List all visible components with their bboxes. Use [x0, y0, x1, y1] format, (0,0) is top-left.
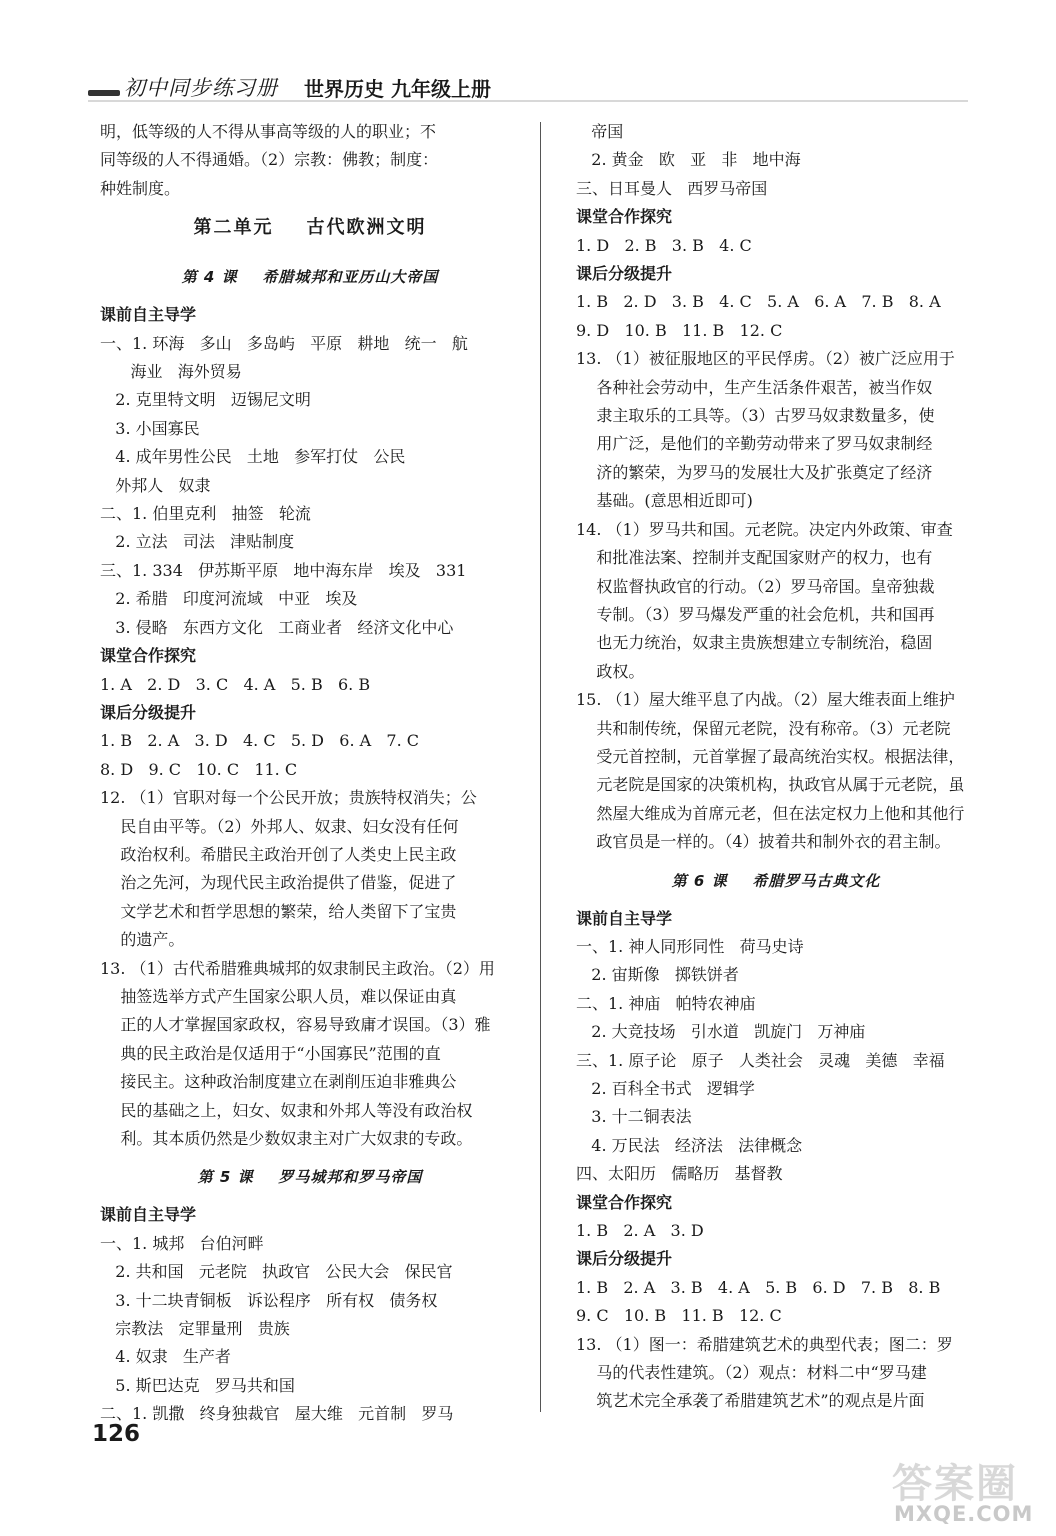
answer-line: 3. 小国寡民	[100, 418, 200, 438]
answer-line: 隶主取乐的工具等。（3）古罗马奴隶数量多，使	[576, 406, 935, 426]
answer-line: 也无力统治，奴隶主贵族想建立专制统治，稳固	[576, 633, 933, 653]
section-heading: 课前自主导学	[576, 908, 673, 928]
answer-line: 13. （1）古代希腊雅典城邦的奴隶制民主政治。（2）用	[100, 958, 495, 978]
section-heading: 课堂合作探究	[100, 646, 197, 666]
answer-line: 三、1. 原子论 原子 人类社会 灵魂 美德 幸福	[576, 1050, 945, 1070]
answer-line: 用广泛，是他们的辛勤劳动带来了罗马奴隶制经	[576, 434, 933, 454]
answer-line: 治之先河，为现代民主政治提供了借鉴，促进了	[100, 873, 457, 893]
lesson-heading: 第 4 课 希腊城邦和亚历山大帝国	[181, 268, 439, 287]
answer-line: 民的基础之上，妇女、奴隶和外邦人等没有政治权	[100, 1100, 473, 1120]
answer-line: 14. （1）罗马共和国。元老院。决定内外政策、审查	[576, 519, 953, 539]
answer-line: 宗教法 定罪量刑 贵族	[100, 1319, 290, 1339]
answer-line: 四、太阳历 儒略历 基督教	[576, 1164, 783, 1184]
answer-line: 2. 克里特文明 迈锡尼文明	[100, 390, 311, 410]
answer-line: 12. （1）官职对每一个公民开放；贵族特权消失；公	[100, 788, 477, 808]
section-heading: 课后分级提升	[576, 264, 673, 284]
series-title: 初中同步练习册	[124, 76, 278, 100]
answer-line: 4. 成年男性公民 土地 参军打仗 公民	[100, 447, 406, 467]
answer-line: 济的繁荣，为罗马的发展壮大及扩张奠定了经济	[576, 462, 933, 482]
answer-line: 4. 万民法 经济法 法律概念	[576, 1135, 803, 1155]
answer-line: 共和制传统，保留元老院，没有称帝。（3）元老院	[576, 718, 951, 738]
answer-line: 政权。	[576, 661, 645, 681]
answer-line: 1. B 2. D 3. B 4. C 5. A 6. A 7. B 8. A	[576, 292, 941, 312]
answer-line: 1. B 2. A 3. D 4. C 5. D 6. A 7. C	[100, 731, 420, 751]
section-heading: 课后分级提升	[100, 702, 197, 722]
answer-line: 一、1. 神人同形同性 荷马史诗	[576, 936, 804, 956]
answer-line: 各种社会劳动中，生产生活条件艰苦，被当作奴	[576, 377, 933, 397]
watermark-mark: 答案圈	[892, 1461, 1018, 1507]
right-column	[576, 118, 976, 1416]
answer-line: 筑艺术完全承袭了希腊建筑艺术”的观点是片面	[576, 1391, 925, 1411]
answer-line: 1. D 2. B 3. B 4. C	[576, 235, 752, 255]
answer-line: 三、日耳曼人 西罗马帝国	[576, 178, 768, 198]
answer-line: 专制。（3）罗马爆发严重的社会危机，共和国再	[576, 604, 935, 624]
answer-line: 3. 侵略 东西方文化 工商业者 经济文化中心	[100, 617, 454, 637]
answer-line: 元老院是国家的决策机构，执政官从属于元老院，虽	[576, 775, 965, 795]
answer-line: 受元首控制，元首掌握了最高统治实权。根据法律，	[576, 746, 965, 766]
answer-line: 基础。(意思相近即可)	[576, 491, 753, 511]
header-bar-decoration	[88, 90, 120, 96]
answer-line: 3. 十二铜表法	[576, 1107, 692, 1127]
answer-line: 15. （1）屋大维平息了内战。（2）屋大维表面上维护	[576, 690, 955, 710]
left-column	[100, 118, 520, 1429]
answer-line: 的遗产。	[100, 930, 185, 950]
answer-line: 马的代表性建筑。（2）观点：材料二中“罗马建	[576, 1363, 927, 1383]
answer-line: 权监督执政官的行动。（2）罗马帝国。皇帝独裁	[576, 576, 935, 596]
section-heading: 课堂合作探究	[576, 207, 673, 227]
lesson-heading: 第 6 课 希腊罗马古典文化	[671, 871, 881, 890]
answer-line: 二、1. 凯撒 终身独裁官 屋大维 元首制 罗马	[100, 1404, 454, 1424]
answer-line: 2. 宙斯像 掷铁饼者	[576, 965, 739, 985]
answer-line: 8. D 9. C 10. C 11. C	[100, 759, 298, 779]
answer-line: 政官员是一样的。（4）披着共和制外衣的君主制。	[576, 832, 951, 852]
answer-line: 和批准法案、控制并支配国家财产的权力，也有	[576, 548, 933, 568]
answer-line: 2. 立法 司法 津贴制度	[100, 532, 295, 552]
answer-line: 2. 黄金 欧 亚 非 地中海	[576, 150, 801, 170]
answer-line: 3. 十二块青铜板 诉讼程序 所有权 债务权	[100, 1290, 438, 1310]
section-heading: 课前自主导学	[100, 305, 197, 325]
answer-line: 同等级的人不得通婚。（2）宗教：佛教；制度：	[100, 150, 439, 170]
answer-line: 接民主。这种政治制度建立在剥削压迫非雅典公	[100, 1072, 457, 1092]
subject-title: 世界历史 九年级上册	[304, 77, 491, 101]
answer-line: 5. 斯巴达克 罗马共和国	[100, 1375, 295, 1395]
answer-line: 明，低等级的人不得从事高等级的人的职业；不	[100, 122, 437, 141]
answer-line: 种姓制度。	[100, 178, 181, 198]
answer-line: 然屋大维成为首席元老，但在法定权力上他和其他行	[576, 803, 965, 823]
watermark-url: MXQE.COM	[894, 1502, 1034, 1526]
answer-line: 文学艺术和哲学思想的繁荣，给人类留下了宝贵	[100, 901, 457, 921]
section-heading: 课堂合作探究	[576, 1192, 673, 1212]
section-heading: 课前自主导学	[100, 1205, 197, 1225]
header-divider	[88, 100, 968, 102]
answer-line: 2. 希腊 印度河流域 中亚 埃及	[100, 589, 358, 609]
answer-line: 三、1. 334 伊苏斯平原 地中海东岸 埃及 331	[100, 560, 467, 580]
answer-line: 2. 大竞技场 引水道 凯旋门 万神庙	[576, 1022, 866, 1042]
answer-line: 2. 共和国 元老院 执政官 公民大会 保民官	[100, 1262, 453, 1282]
answer-line: 2. 百科全书式 逻辑学	[576, 1079, 755, 1098]
answer-line: 13. （1）图一：希腊建筑艺术的典型代表；图二：罗	[576, 1334, 953, 1354]
section-heading: 课后分级提升	[576, 1249, 673, 1269]
answer-line: 利。其本质仍然是少数奴隶主对广大奴隶的专政。	[100, 1129, 473, 1148]
answer-line: 9. C 10. B 11. B 12. C	[576, 1306, 782, 1326]
answer-line: 正的人才掌握国家政权，容易导致庸才误国。（3）雅	[100, 1015, 491, 1035]
answer-line: 1. A 2. D 3. C 4. A 5. B 6. B	[100, 674, 371, 694]
lesson-heading: 第 5 课 罗马城邦和罗马帝国	[197, 1168, 423, 1187]
answer-line: 海业 海外贸易	[100, 362, 242, 382]
answer-line: 1. B 2. A 3. D	[576, 1221, 704, 1241]
answer-line: 二、1. 伯里克利 抽签 轮流	[100, 504, 311, 524]
answer-line: 4. 奴隶 生产者	[100, 1347, 231, 1367]
answer-line: 政治权利。希腊民主政治开创了人类史上民主政	[100, 844, 457, 864]
answer-line: 1. B 2. A 3. B 4. A 5. B 6. D 7. B 8. B	[576, 1277, 941, 1297]
answer-line: 13. （1）被征服地区的平民俘虏。（2）被广泛应用于	[576, 349, 955, 369]
column-divider	[540, 122, 541, 1412]
watermark-logo	[892, 1452, 1034, 1530]
answer-line: 民自由平等。（2）外邦人、奴隶、妇女没有任何	[100, 816, 459, 836]
answer-line: 帝国	[576, 122, 624, 141]
page-number: 126	[92, 1421, 141, 1447]
unit-heading: 第二单元 古代欧洲文明	[193, 217, 427, 239]
page-header	[88, 72, 968, 106]
answer-line: 9. D 10. B 11. B 12. C	[576, 320, 783, 340]
answer-line: 一、1. 环海 多山 多岛屿 平原 耕地 统一 航	[100, 333, 468, 353]
answer-line: 二、1. 神庙 帕特农神庙	[576, 993, 756, 1013]
answer-line: 外邦人 奴隶	[100, 475, 211, 495]
answer-line: 一、1. 城邦 台伯河畔	[100, 1233, 264, 1253]
answer-line: 典的民主政治是仅适用于“小国寡民”范围的直	[100, 1043, 441, 1063]
answer-line: 抽签选举方式产生国家公职人员，难以保证由真	[100, 986, 457, 1006]
